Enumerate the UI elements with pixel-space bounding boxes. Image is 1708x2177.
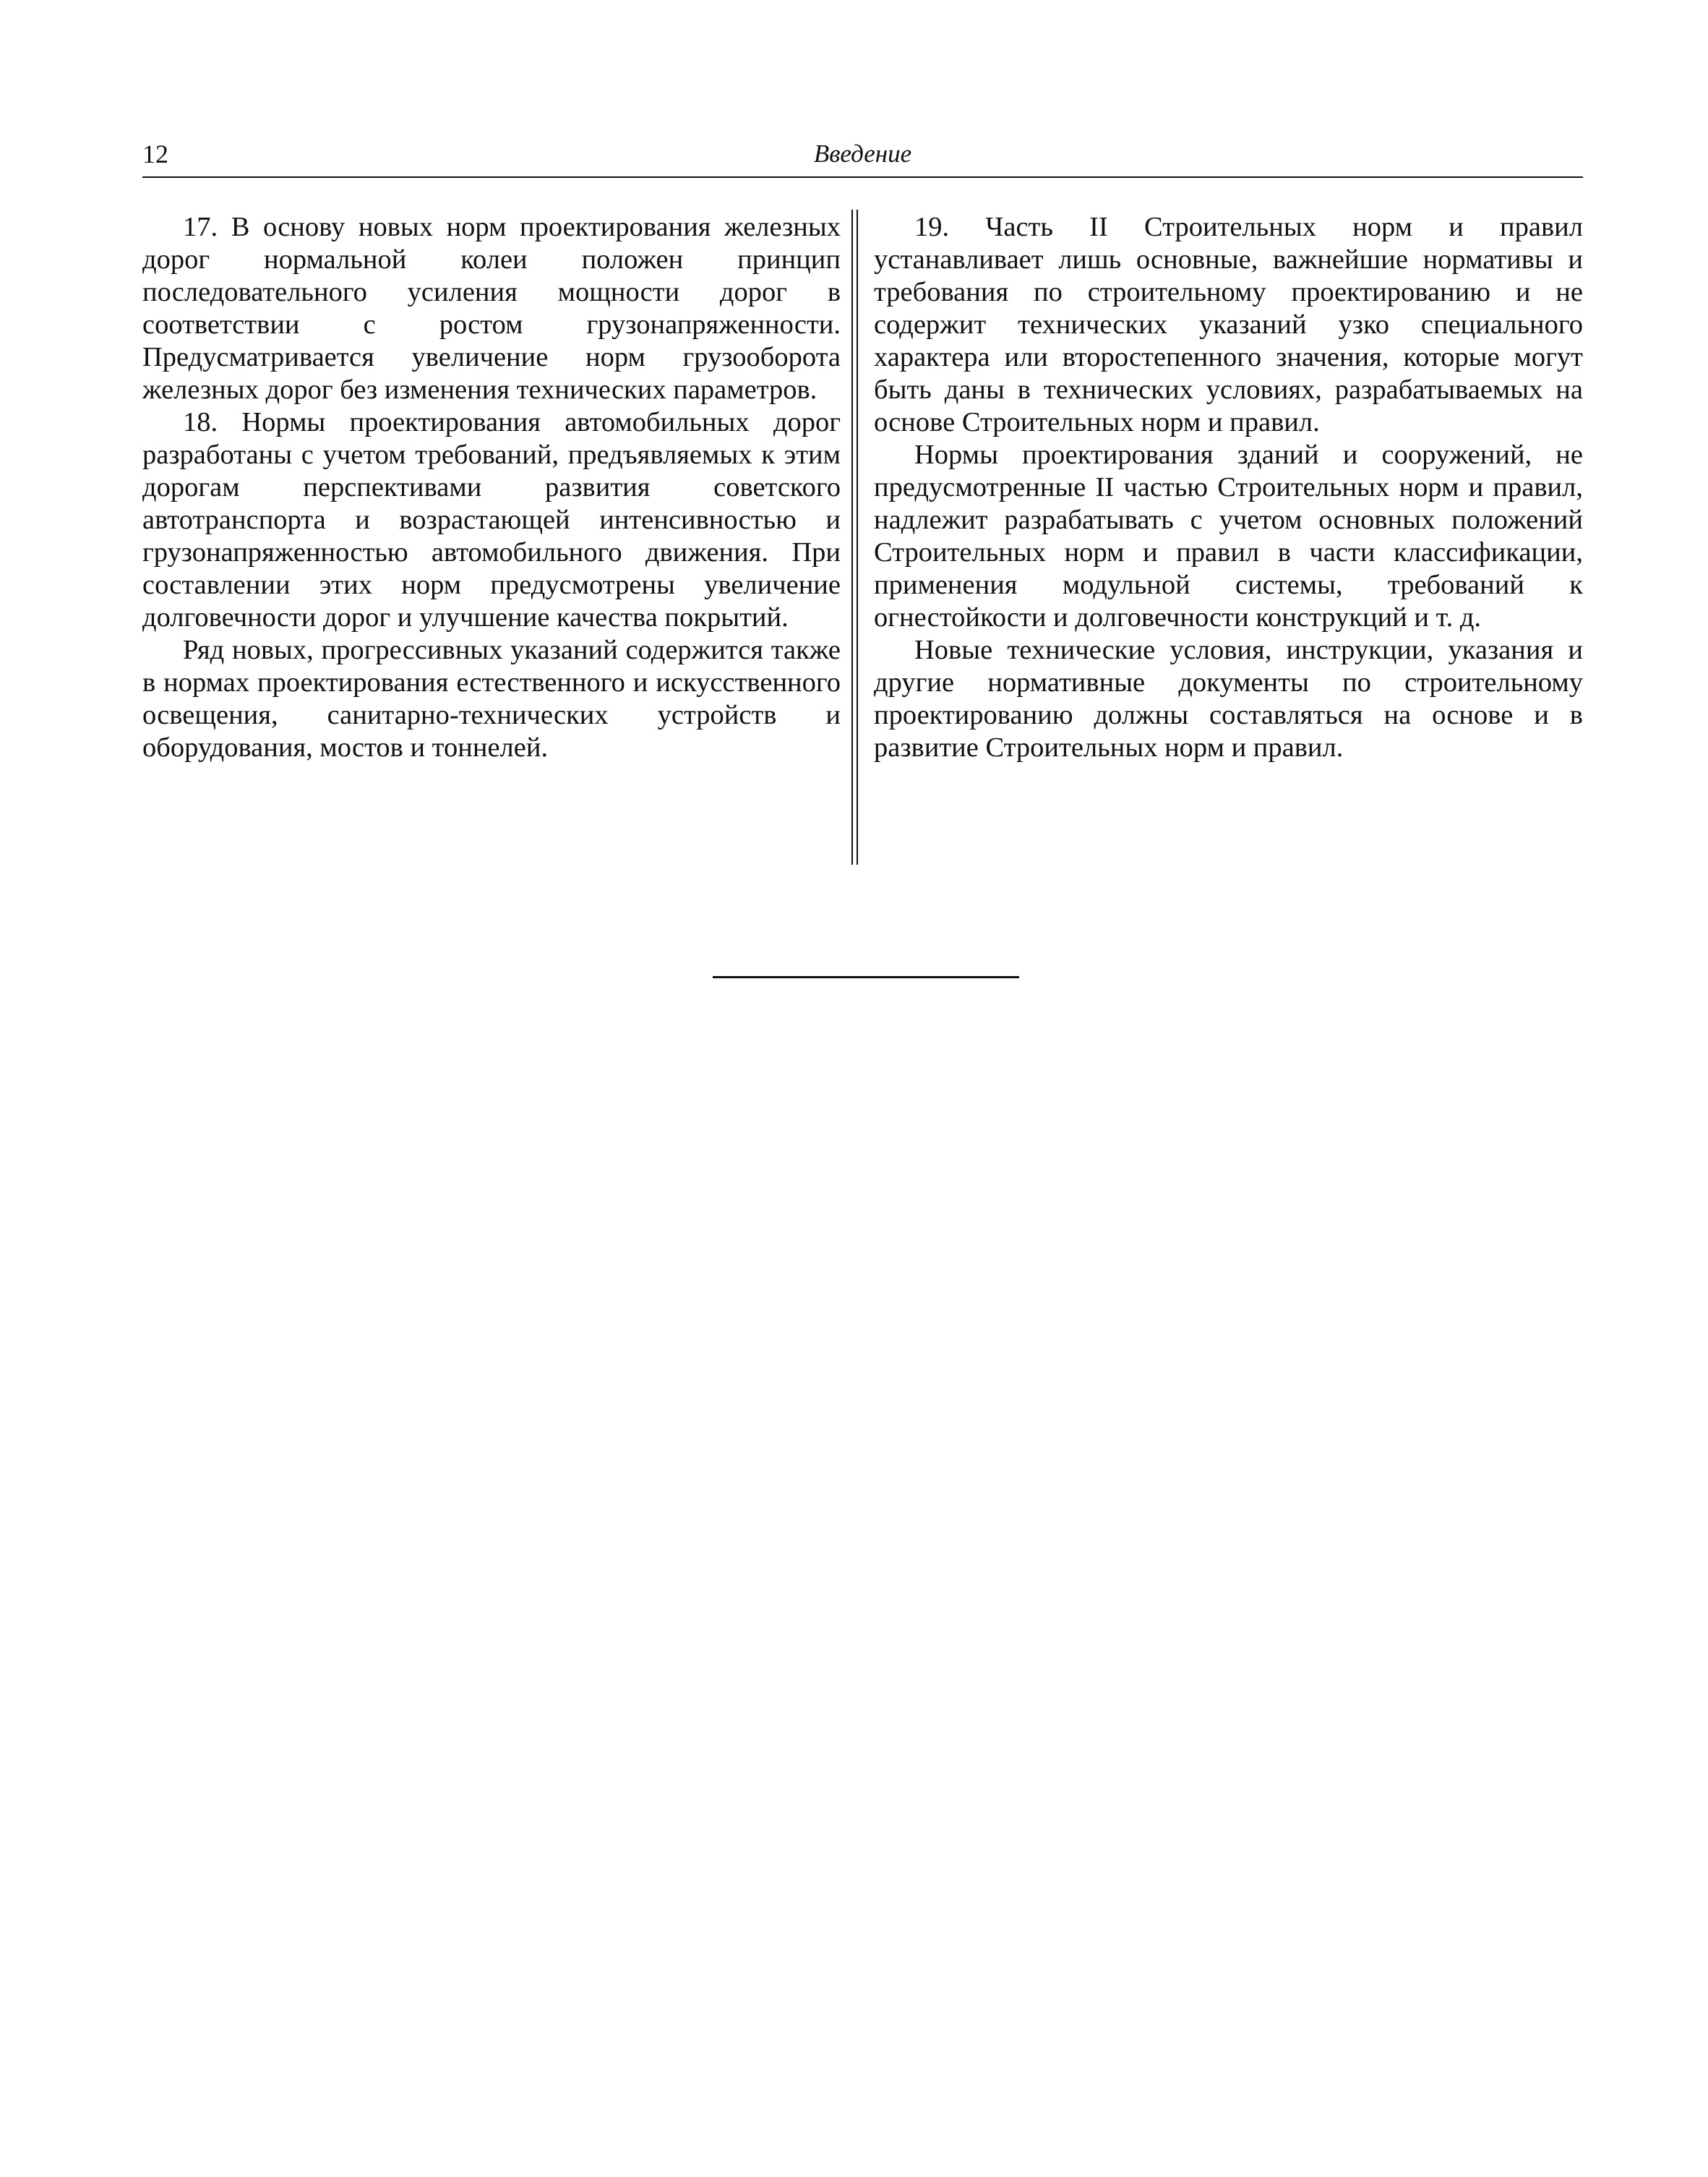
page-number: 12 <box>142 140 168 168</box>
paragraph-19: 19. Часть II Строительных норм и правил устанавливает лишь основные, важнейшие нормативы и требования по строительному проектированию и не содержит технических указаний узко специального характера или второстепенного значения, которые могут быть даны в технических условиях, разрабатываемых на основе Строительных норм и правил. <box>874 212 1583 437</box>
right-column <box>874 211 1583 764</box>
page-header <box>142 136 1583 172</box>
running-head-title: Введение <box>813 140 912 168</box>
column-divider <box>851 210 858 865</box>
header-rule <box>142 176 1583 178</box>
paragraph-17: 17. В основу новых норм проектирования железных дорог нормальной колеи положен принцип последовательного усиления мощности дорог в соответствии с ростом грузонапряженности. Предусматривается увеличение норм грузооборота железных дорог без изменения технических параметров. <box>142 212 841 405</box>
section-end-rule <box>713 976 1019 978</box>
paragraph-building-norms: Нормы проектирования зданий и сооружений, не предусмотренные II частью Строительных норм и правил, надлежит разрабатывать с учетом основных положений Строительных норм и правил в части классификации, применения модульной системы, требований к огнестойкости и долговечности конструкций и т. д. <box>874 440 1583 633</box>
left-column <box>142 211 841 764</box>
paragraph-new-technical-conditions: Новые технические условия, инструкции, указания и другие нормативные документы по строительному проектированию должны составляться на основе и в развитие Строительных норм и правил. <box>874 635 1583 763</box>
paragraph-progressive-guidelines: Ряд новых, прогрессивных указаний содержится также в нормах проектирования естественного и искусственного освещения, санитарно-технических устройств и оборудования, мостов и тоннелей. <box>142 635 841 763</box>
paragraph-18: 18. Нормы проектирования автомобильных дорог разработаны с учетом требований, предъявляемых к этим дорогам перспективами развития советского автотранспорта и возрастающей интенсивностью и грузонапряженностью автомобильного движения. При составлении этих норм предусмотрены увеличение долговечности дорог и улучшение качества покрытий. <box>142 407 841 633</box>
